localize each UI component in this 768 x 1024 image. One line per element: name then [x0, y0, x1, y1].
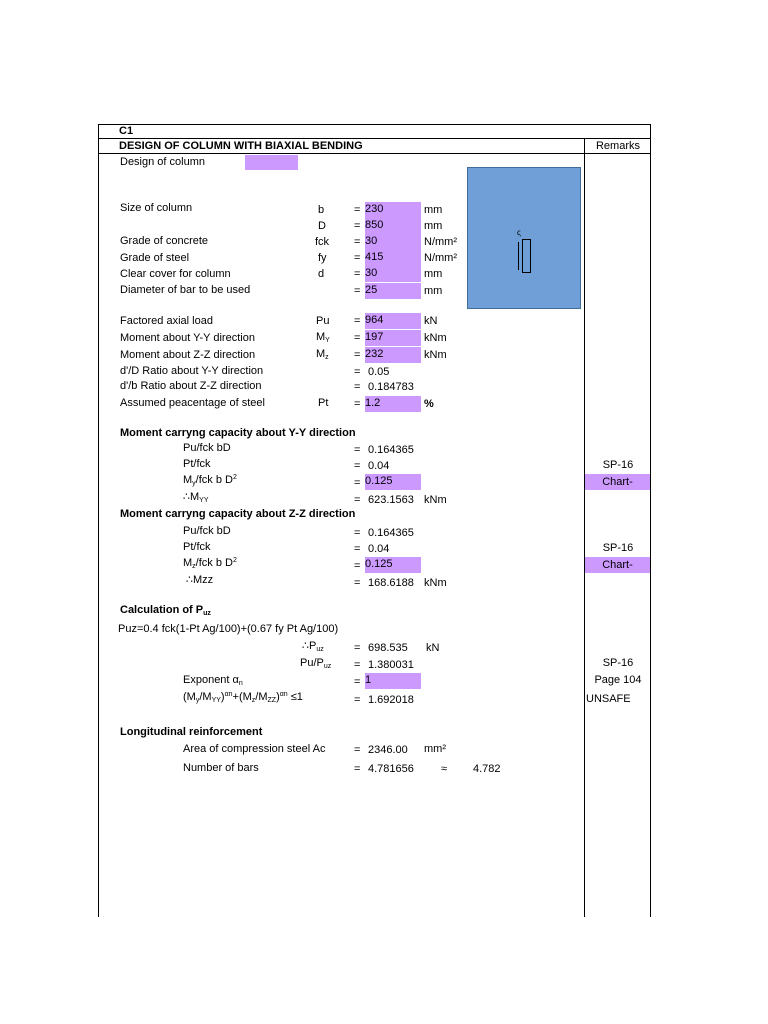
- yy-result-label: $\therefore M_{YY}$: [183, 491, 209, 504]
- input-mz-field[interactable]: 232: [365, 347, 421, 363]
- load-symbol-pu: Pu: [316, 315, 330, 327]
- load-label-my: Moment about Y-Y direction: [120, 332, 255, 344]
- equals-sign: =: [354, 763, 361, 775]
- yy-result-value: 623.1563: [368, 494, 414, 506]
- interaction-check-label: $(M_y/M_{YY})^{\alpha n}+(M_z/M_{ZZ})^{\alpha n} \le 1$: [183, 691, 303, 704]
- page-title: DESIGN OF COLUMN WITH BIAXIAL BENDING: [119, 140, 363, 152]
- puz-remark-page: Page 104: [594, 674, 642, 686]
- zz-remark-chart: Chart-: [585, 557, 650, 573]
- zz-pu-label: Pu/fck bD: [183, 525, 231, 537]
- design-label: Design of column: [120, 156, 205, 168]
- load-symbol-mz: $M_z$: [316, 348, 329, 361]
- input-D-field[interactable]: 850: [365, 218, 421, 234]
- ratio-label-db: d'/b Ratio about Z-Z direction: [120, 380, 262, 392]
- equals-sign: =: [354, 659, 361, 671]
- status-badge: UNSAFE: [586, 693, 631, 705]
- input-pt-field[interactable]: 1.2: [365, 396, 421, 412]
- section-heading-puz: Calculation of $P_{uz}$: [120, 604, 211, 617]
- equals-sign: =: [354, 676, 361, 688]
- input-symbol-fck: fck: [315, 236, 330, 248]
- zz-moment-label: $M_z$/fck b $D^2$: [183, 557, 237, 570]
- zz-pt-label: Pt/fck: [183, 541, 211, 553]
- input-fck-field[interactable]: 30: [365, 234, 421, 250]
- yy-pt-label: Pt/fck: [183, 458, 211, 470]
- puz-label: $\therefore P_{uz}$: [302, 640, 324, 653]
- sheet-id: C1: [119, 125, 134, 137]
- unit-mm: mm: [424, 204, 443, 216]
- unit-kn: kN: [424, 315, 438, 327]
- bars-value: 4.781656: [368, 763, 414, 775]
- pt-symbol: Pt: [318, 397, 329, 409]
- yy-pu-value: 0.164365: [368, 444, 414, 456]
- equals-sign: =: [354, 694, 361, 706]
- unit-nmm2: N/mm²: [424, 252, 457, 264]
- equals-sign: =: [354, 236, 361, 248]
- input-label-concrete: Grade of concrete: [120, 235, 209, 247]
- puz-formula: Puz=0.4 fck(1-Pt Ag/100)+(0.67 fy Pt Ag/100): [118, 623, 339, 635]
- equals-sign: =: [354, 204, 361, 216]
- column-section-figure: [467, 167, 581, 309]
- frame-left-line: [98, 124, 99, 917]
- equals-sign: =: [354, 744, 361, 756]
- equals-sign: =: [354, 543, 361, 555]
- equals-sign: =: [354, 332, 361, 344]
- equals-sign: =: [354, 315, 361, 327]
- equals-sign: =: [354, 444, 361, 456]
- input-symbol-D: D: [318, 220, 326, 232]
- input-fy-field[interactable]: 415: [365, 250, 421, 266]
- input-label-size: Size of column: [120, 202, 193, 214]
- yy-pu-label: Pu/fck bD: [183, 442, 231, 454]
- unit-nmm2: N/mm²: [424, 236, 457, 248]
- section-heading-yy: Moment carryng capacity about Y-Y direction: [120, 427, 356, 439]
- pt-label: Assumed peacentage of steel: [120, 397, 265, 409]
- section-heading-longitudinal: Longitudinal reinforcement: [120, 726, 263, 738]
- unit-mm: mm: [424, 220, 443, 232]
- section-heading-zz: Moment carryng capacity about Z-Z direction: [120, 508, 356, 520]
- frame-right-line: [650, 124, 651, 917]
- equals-sign: =: [354, 494, 361, 506]
- unit-kn: kN: [426, 642, 440, 654]
- zz-result-value: 168.6188: [368, 577, 414, 589]
- unit-knm: kNm: [424, 349, 447, 361]
- input-label-steel: Grade of steel: [120, 252, 190, 264]
- approx-sign: ≈: [441, 763, 448, 775]
- zz-pt-value: 0.04: [368, 543, 390, 555]
- design-input-cell[interactable]: [245, 155, 298, 170]
- unit-percent: %: [424, 398, 434, 410]
- pu-puz-value: 1.380031: [368, 659, 414, 671]
- input-symbol-b: b: [318, 204, 325, 216]
- pu-puz-label: $Pu/P_{uz}$: [300, 657, 332, 670]
- input-exponent-field[interactable]: 1: [365, 673, 421, 689]
- equals-sign: =: [354, 285, 361, 297]
- unit-mm2: mm²: [424, 743, 446, 755]
- load-label-mz: Moment about Z-Z direction: [120, 349, 256, 361]
- unit-knm: kNm: [424, 494, 447, 506]
- unit-mm: mm: [424, 285, 443, 297]
- input-diameter-field[interactable]: 25: [365, 283, 421, 299]
- ratio-value-db: 0.184783: [368, 381, 414, 393]
- area-label: Area of compression steel Ac: [183, 743, 326, 755]
- frame-header-line: [98, 153, 651, 154]
- input-label-cover: Clear cover for column: [120, 268, 231, 280]
- yy-moment-label: $M_y$/fck b $D^2$: [183, 474, 237, 487]
- dimension-tick: [518, 242, 519, 270]
- area-value: 2346.00: [368, 744, 408, 756]
- frame-remarks-divider: [584, 138, 585, 917]
- load-label-factored: Factored axial load: [120, 315, 213, 327]
- equals-sign: =: [354, 381, 361, 393]
- input-b-field[interactable]: 230: [365, 202, 421, 218]
- equals-sign: =: [354, 220, 361, 232]
- input-pu-field[interactable]: 964: [365, 313, 421, 329]
- interaction-check-value: 1.692018: [368, 694, 414, 706]
- equals-sign: =: [354, 349, 361, 361]
- equals-sign: =: [354, 398, 361, 410]
- ratio-value-dD: 0.05: [368, 366, 390, 378]
- zz-remark-sp16: SP-16: [602, 542, 634, 554]
- bars-label: Number of bars: [183, 762, 259, 774]
- equals-sign: =: [354, 560, 361, 572]
- unit-knm: kNm: [424, 332, 447, 344]
- ratio-label-dD: d'/D Ratio about Y-Y direction: [120, 365, 264, 377]
- yy-remark-chart: Chart-: [585, 474, 650, 490]
- yy-pt-value: 0.04: [368, 460, 390, 472]
- input-zz-chart-value[interactable]: 0.125: [365, 557, 421, 573]
- puz-value: 698.535: [368, 642, 408, 654]
- input-cover-field[interactable]: 30: [365, 266, 421, 282]
- bars-rounded-value: 4.782: [473, 763, 501, 775]
- unit-mm: mm: [424, 268, 443, 280]
- input-symbol-d: d: [318, 268, 325, 280]
- dimension-marker: ς: [517, 228, 521, 237]
- equals-sign: =: [354, 460, 361, 472]
- exponent-label: Exponent $\alpha_n$: [183, 674, 243, 687]
- equals-sign: =: [354, 366, 361, 378]
- zz-pu-value: 0.164365: [368, 527, 414, 539]
- equals-sign: =: [354, 268, 361, 280]
- input-symbol-fy: fy: [318, 252, 327, 264]
- equals-sign: =: [354, 527, 361, 539]
- equals-sign: =: [354, 577, 361, 589]
- puz-remark-sp16: SP-16: [602, 657, 634, 669]
- yy-remark-sp16: SP-16: [602, 459, 634, 471]
- zz-result-label: ∴Mzz: [186, 574, 214, 586]
- remarks-header: Remarks: [595, 140, 640, 152]
- unit-knm: kNm: [424, 577, 447, 589]
- load-symbol-my: $M_Y$: [316, 331, 330, 344]
- input-label-diameter: Diameter of bar to be used: [120, 284, 251, 296]
- frame-top-line: [98, 124, 651, 125]
- input-yy-chart-value[interactable]: 0.125: [365, 474, 421, 490]
- equals-sign: =: [354, 252, 361, 264]
- equals-sign: =: [354, 642, 361, 654]
- equals-sign: =: [354, 477, 361, 489]
- column-rectangle: [522, 239, 531, 273]
- input-my-field[interactable]: 197: [365, 330, 421, 346]
